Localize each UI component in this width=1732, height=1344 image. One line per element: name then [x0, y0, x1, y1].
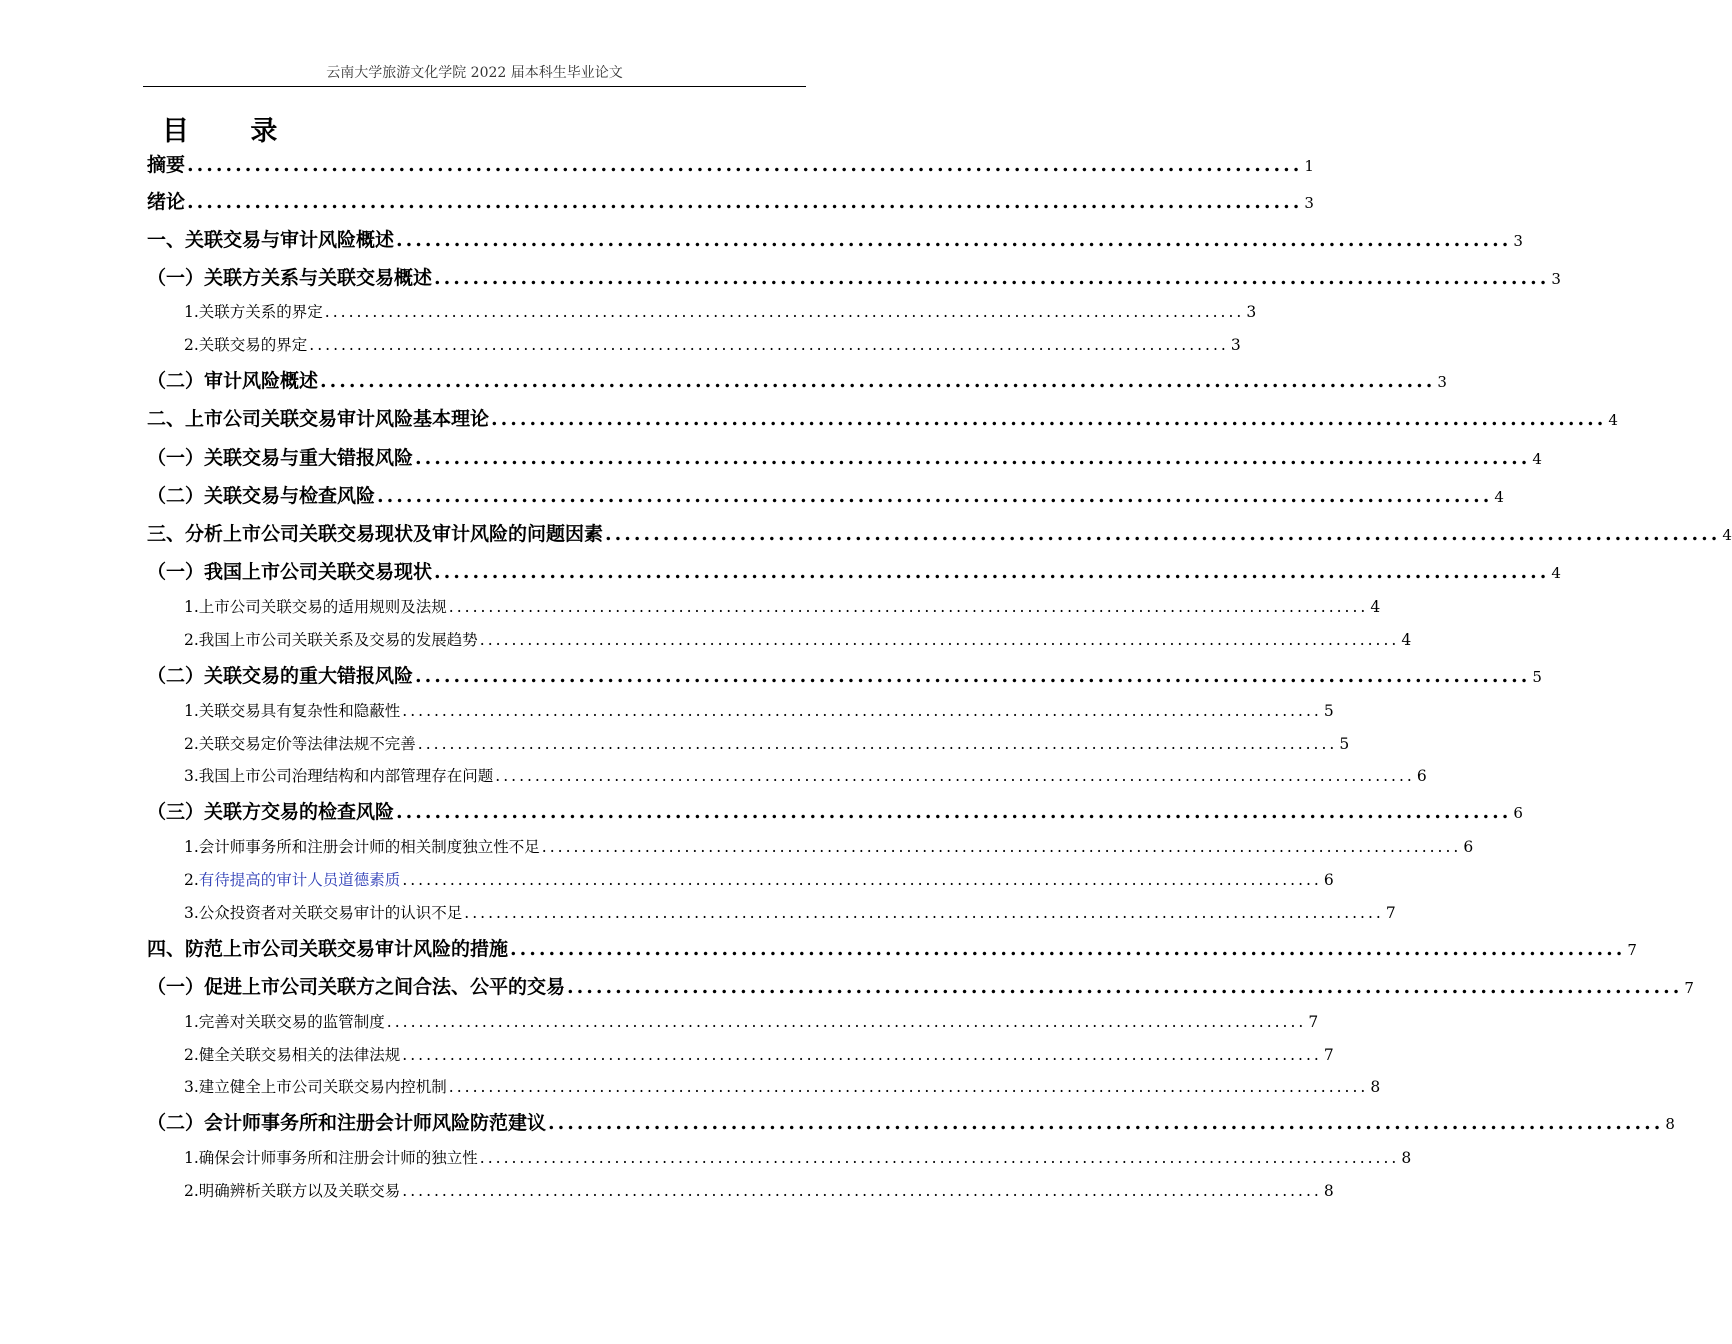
leader-dots: ....................................................................................................................	[402, 702, 1322, 720]
toc-entry-title: 1.会计师事务所和注册会计师的相关制度独立性不足	[184, 838, 540, 856]
toc-entry-title: （一）关联交易与重大错报风险	[147, 447, 414, 469]
leader-dots: ....................................................................................................................	[415, 447, 1531, 469]
toc-entry-title: 2.健全关联交易相关的法律法规	[184, 1046, 401, 1064]
toc-entry-title: （一）促进上市公司关联方之间合法、公平的交易	[147, 976, 566, 998]
toc-entry-page: 7	[1308, 1013, 1319, 1031]
toc-entry-page: 6	[1463, 838, 1474, 856]
leader-dots: ....................................................................................................................	[309, 336, 1229, 354]
leader-dots: ....................................................................................................................	[479, 1149, 1400, 1167]
toc-entry-page: 8	[1665, 1115, 1675, 1133]
toc-entry[interactable]	[184, 1178, 1334, 1204]
leader-dots: ....................................................................................................................	[495, 767, 1415, 785]
toc-entry[interactable]	[147, 225, 1523, 255]
toc-entry-title: 1.确保会计师事务所和注册会计师的独立性	[184, 1149, 478, 1167]
toc-entry-page: 8	[1370, 1078, 1381, 1096]
toc-entry-page: 4	[1608, 411, 1618, 429]
leader-dots: ....................................................................................................................	[320, 370, 1436, 392]
leader-dots: ....................................................................................................................	[434, 267, 1550, 289]
toc-entry-title: （二）关联交易与检查风险	[147, 485, 376, 507]
toc-entry-page: 3	[1551, 270, 1561, 288]
toc-entry[interactable]	[184, 1009, 1319, 1035]
leader-dots: ....................................................................................................................	[434, 561, 1550, 583]
leader-dots: ....................................................................................................................	[548, 1112, 1664, 1134]
toc-entry-title: 2.我国上市公司关联关系及交易的发展趋势	[184, 631, 478, 649]
toc-entry-title: 1.完善对关联交易的监管制度	[184, 1013, 385, 1031]
toc-entry-title: 2.关联交易的界定	[184, 336, 308, 354]
leader-dots: ....................................................................................................................	[402, 871, 1322, 889]
toc-entry-title: 二、上市公司关联交易审计风险基本理论	[147, 408, 490, 430]
toc-entry-title: （二）关联交易的重大错报风险	[147, 665, 414, 687]
toc-entry-title: 1.关联交易具有复杂性和隐蔽性	[184, 702, 401, 720]
toc-entry-title: （一）关联方关系与关联交易概述	[147, 267, 433, 289]
leader-dots: ....................................................................................................................	[491, 408, 1607, 430]
toc-entry-title: 摘要	[147, 154, 186, 176]
toc-entry-number: 2.	[184, 871, 199, 889]
toc-entry-title: （二）会计师事务所和注册会计师风险防范建议	[147, 1112, 547, 1134]
toc-entry[interactable]	[184, 1074, 1381, 1100]
toc-title: 目 录	[162, 116, 304, 147]
toc-entry[interactable]	[147, 557, 1561, 587]
toc-entry[interactable]	[184, 299, 1257, 325]
toc-entry-page: 8	[1401, 1149, 1412, 1167]
toc-entry-page: 3	[1246, 303, 1257, 321]
toc-entry[interactable]	[184, 1145, 1412, 1171]
toc-entry-page: 5	[1323, 702, 1334, 720]
toc-entry-title: 3.公众投资者对关联交易审计的认识不足	[184, 904, 463, 922]
toc-entry-page: 6	[1416, 767, 1427, 785]
toc-entry[interactable]	[184, 698, 1334, 724]
toc-entry[interactable]	[184, 731, 1350, 757]
toc-entry[interactable]	[184, 627, 1412, 653]
toc-entry-page: 3	[1230, 336, 1241, 354]
toc-entry[interactable]	[184, 900, 1396, 926]
toc-entry-colored-title: 有待提高的审计人员道德素质	[198, 871, 401, 889]
leader-dots: ....................................................................................................................	[464, 904, 1384, 922]
toc-entry[interactable]	[147, 661, 1542, 691]
toc-entry-page: 4	[1370, 598, 1381, 616]
leader-dots: ....................................................................................................................	[448, 598, 1369, 616]
toc-entry-page: 4	[1532, 450, 1542, 468]
toc-entry-page: 4	[1494, 488, 1504, 506]
toc-entry-page: 7	[1627, 941, 1637, 959]
toc-entry-page: 4	[1401, 631, 1412, 649]
toc-entry-page: 4	[1722, 526, 1732, 544]
toc-entry-page: 7	[1684, 979, 1694, 997]
leader-dots: ....................................................................................................................	[396, 801, 1512, 823]
toc-entry-title: 1.上市公司关联交易的适用规则及法规	[184, 598, 447, 616]
toc-entry[interactable]	[184, 763, 1427, 789]
leader-dots: ....................................................................................................................	[541, 838, 1462, 856]
leader-dots: ....................................................................................................................	[324, 303, 1245, 321]
toc-entry-title: 2.关联交易定价等法律法规不完善	[184, 735, 416, 753]
toc-entry-page: 3	[1304, 194, 1314, 212]
toc-entry[interactable]	[147, 934, 1637, 964]
toc-entry-page: 6	[1323, 871, 1334, 889]
toc-entry[interactable]	[147, 519, 1732, 549]
toc-entry[interactable]	[184, 332, 1241, 358]
toc-entry-title: 一、关联交易与审计风险概述	[147, 229, 395, 251]
toc-entry-page: 6	[1513, 804, 1523, 822]
toc-entry-page: 4	[1551, 564, 1561, 582]
toc-entry[interactable]	[147, 797, 1523, 827]
toc-entry[interactable]	[147, 187, 1314, 217]
toc-entry[interactable]	[184, 594, 1381, 620]
toc-entry[interactable]	[147, 1108, 1675, 1138]
leader-dots: ....................................................................................................................	[377, 485, 1493, 507]
leader-dots: ....................................................................................................................	[402, 1046, 1322, 1064]
toc-entry[interactable]	[184, 867, 1334, 893]
toc-entry[interactable]	[147, 972, 1694, 1002]
toc-entry[interactable]	[147, 366, 1447, 396]
toc-entry-page: 5	[1339, 735, 1350, 753]
toc-entry-page: 7	[1385, 904, 1396, 922]
toc-entry-title	[184, 867, 400, 893]
toc-entry[interactable]	[147, 404, 1618, 434]
toc-entry[interactable]	[184, 1042, 1334, 1068]
page-header: 云南大学旅游文化学院 2022 届本科生毕业论文	[143, 62, 806, 87]
toc-entry-page: 3	[1437, 373, 1447, 391]
toc-entry-title: 四、防范上市公司关联交易审计风险的措施	[147, 938, 509, 960]
leader-dots: ....................................................................................................................	[605, 523, 1721, 545]
toc-entry-title: 绪论	[147, 191, 186, 213]
toc-entry-page: 7	[1323, 1046, 1334, 1064]
toc-entry-page: 3	[1513, 232, 1523, 250]
toc-entry-title: （一）我国上市公司关联交易现状	[147, 561, 433, 583]
leader-dots: ....................................................................................................................	[386, 1013, 1307, 1031]
leader-dots: ....................................................................................................................	[417, 735, 1338, 753]
leader-dots: ....................................................................................................................	[415, 665, 1531, 687]
toc-entry-title: 三、分析上市公司关联交易现状及审计风险的问题因素	[147, 523, 604, 545]
toc-entry-page: 5	[1532, 668, 1542, 686]
toc-entry-page: 1	[1304, 157, 1314, 175]
toc-entry-title: 2.明确辨析关联方以及关联交易	[184, 1182, 401, 1200]
leader-dots: ....................................................................................................................	[187, 191, 1303, 213]
toc-entry-title: 1.关联方关系的界定	[184, 303, 323, 321]
leader-dots: ....................................................................................................................	[396, 229, 1512, 251]
leader-dots: ....................................................................................................................	[448, 1078, 1369, 1096]
toc-entry[interactable]	[147, 263, 1561, 293]
leader-dots: ....................................................................................................................	[567, 976, 1683, 998]
toc-entry-title: 3.建立健全上市公司关联交易内控机制	[184, 1078, 447, 1096]
toc-entry[interactable]	[147, 481, 1504, 511]
toc-entry-title: （三）关联方交易的检查风险	[147, 801, 395, 823]
leader-dots: ....................................................................................................................	[402, 1182, 1322, 1200]
leader-dots: ....................................................................................................................	[510, 938, 1626, 960]
toc-entry-page: 8	[1323, 1182, 1334, 1200]
toc-entry-title: 3.我国上市公司治理结构和内部管理存在问题	[184, 767, 494, 785]
toc-entry-title: （二）审计风险概述	[147, 370, 319, 392]
leader-dots: ....................................................................................................................	[479, 631, 1400, 649]
toc-entry[interactable]	[147, 443, 1542, 473]
toc-entry[interactable]	[147, 150, 1314, 180]
leader-dots: ....................................................................................................................	[187, 154, 1303, 176]
toc-entry[interactable]	[184, 834, 1474, 860]
